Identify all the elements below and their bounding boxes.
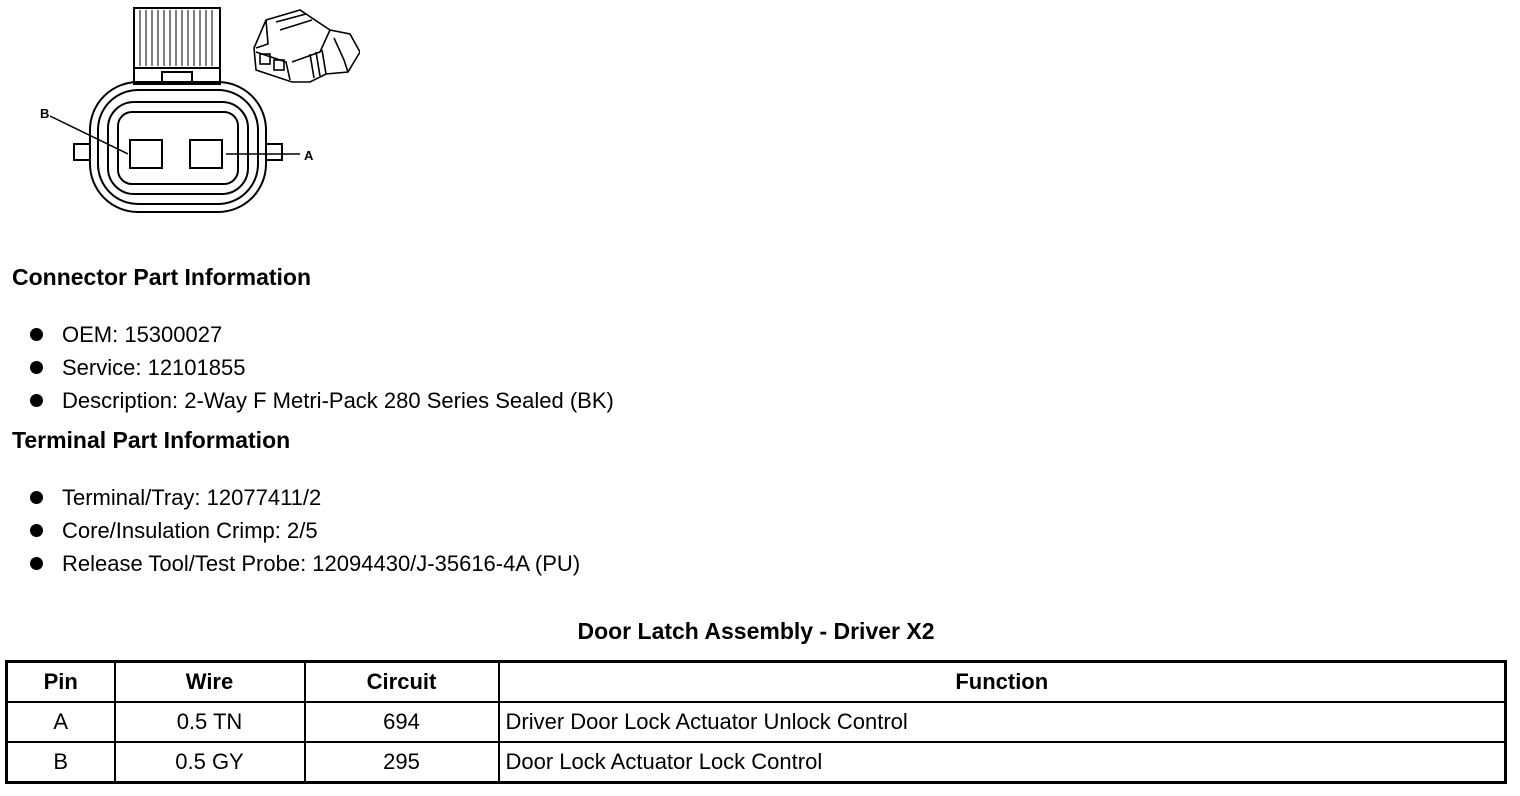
cell-wire: 0.5 TN <box>115 702 305 742</box>
cell-function: Driver Door Lock Actuator Unlock Control <box>499 702 1506 742</box>
table-header-row <box>7 662 1506 703</box>
header-pin: Pin <box>7 662 115 703</box>
terminal-tray: Terminal/Tray: 12077411/2 <box>62 485 322 510</box>
cell-circuit: 295 <box>305 742 499 783</box>
bullet-icon <box>30 394 43 407</box>
table-title: Door Latch Assembly - Driver X2 <box>577 618 935 644</box>
connector-info-list <box>30 318 614 417</box>
header-function: Function <box>499 662 1506 703</box>
release-tool: Release Tool/Test Probe: 12094430/J-35616-4A (PU) <box>62 551 581 576</box>
list-item <box>30 514 580 547</box>
bullet-icon <box>30 557 43 570</box>
list-item <box>30 547 580 580</box>
connector-illustration <box>30 2 360 217</box>
core-insulation-crimp: Core/Insulation Crimp: 2/5 <box>62 518 318 543</box>
list-item <box>30 384 614 417</box>
bullet-icon <box>30 491 43 504</box>
table-row <box>7 742 1506 783</box>
terminal-info-list <box>30 481 580 580</box>
connector-description: Description: 2-Way F Metri-Pack 280 Series Sealed (BK) <box>62 388 614 413</box>
cell-pin: B <box>7 742 115 783</box>
connector-info-heading: Connector Part Information <box>12 264 312 290</box>
header-circuit: Circuit <box>305 662 499 703</box>
cell-wire: 0.5 GY <box>115 742 305 783</box>
list-item <box>30 318 614 351</box>
list-item <box>30 481 580 514</box>
bullet-icon <box>30 361 43 374</box>
cell-pin: A <box>7 702 115 742</box>
terminal-info-heading: Terminal Part Information <box>12 427 291 453</box>
cell-circuit: 694 <box>305 702 499 742</box>
header-wire: Wire <box>115 662 305 703</box>
list-item <box>30 351 614 384</box>
table-row <box>7 702 1506 742</box>
connector-service: Service: 12101855 <box>62 355 246 380</box>
connector-oem: OEM: 15300027 <box>62 322 223 347</box>
pin-a-callout: A <box>304 148 314 163</box>
pinout-table <box>5 660 1507 784</box>
bullet-icon <box>30 328 43 341</box>
bullet-icon <box>30 524 43 537</box>
cell-function: Door Lock Actuator Lock Control <box>499 742 1506 783</box>
pin-b-callout: B <box>40 106 50 121</box>
